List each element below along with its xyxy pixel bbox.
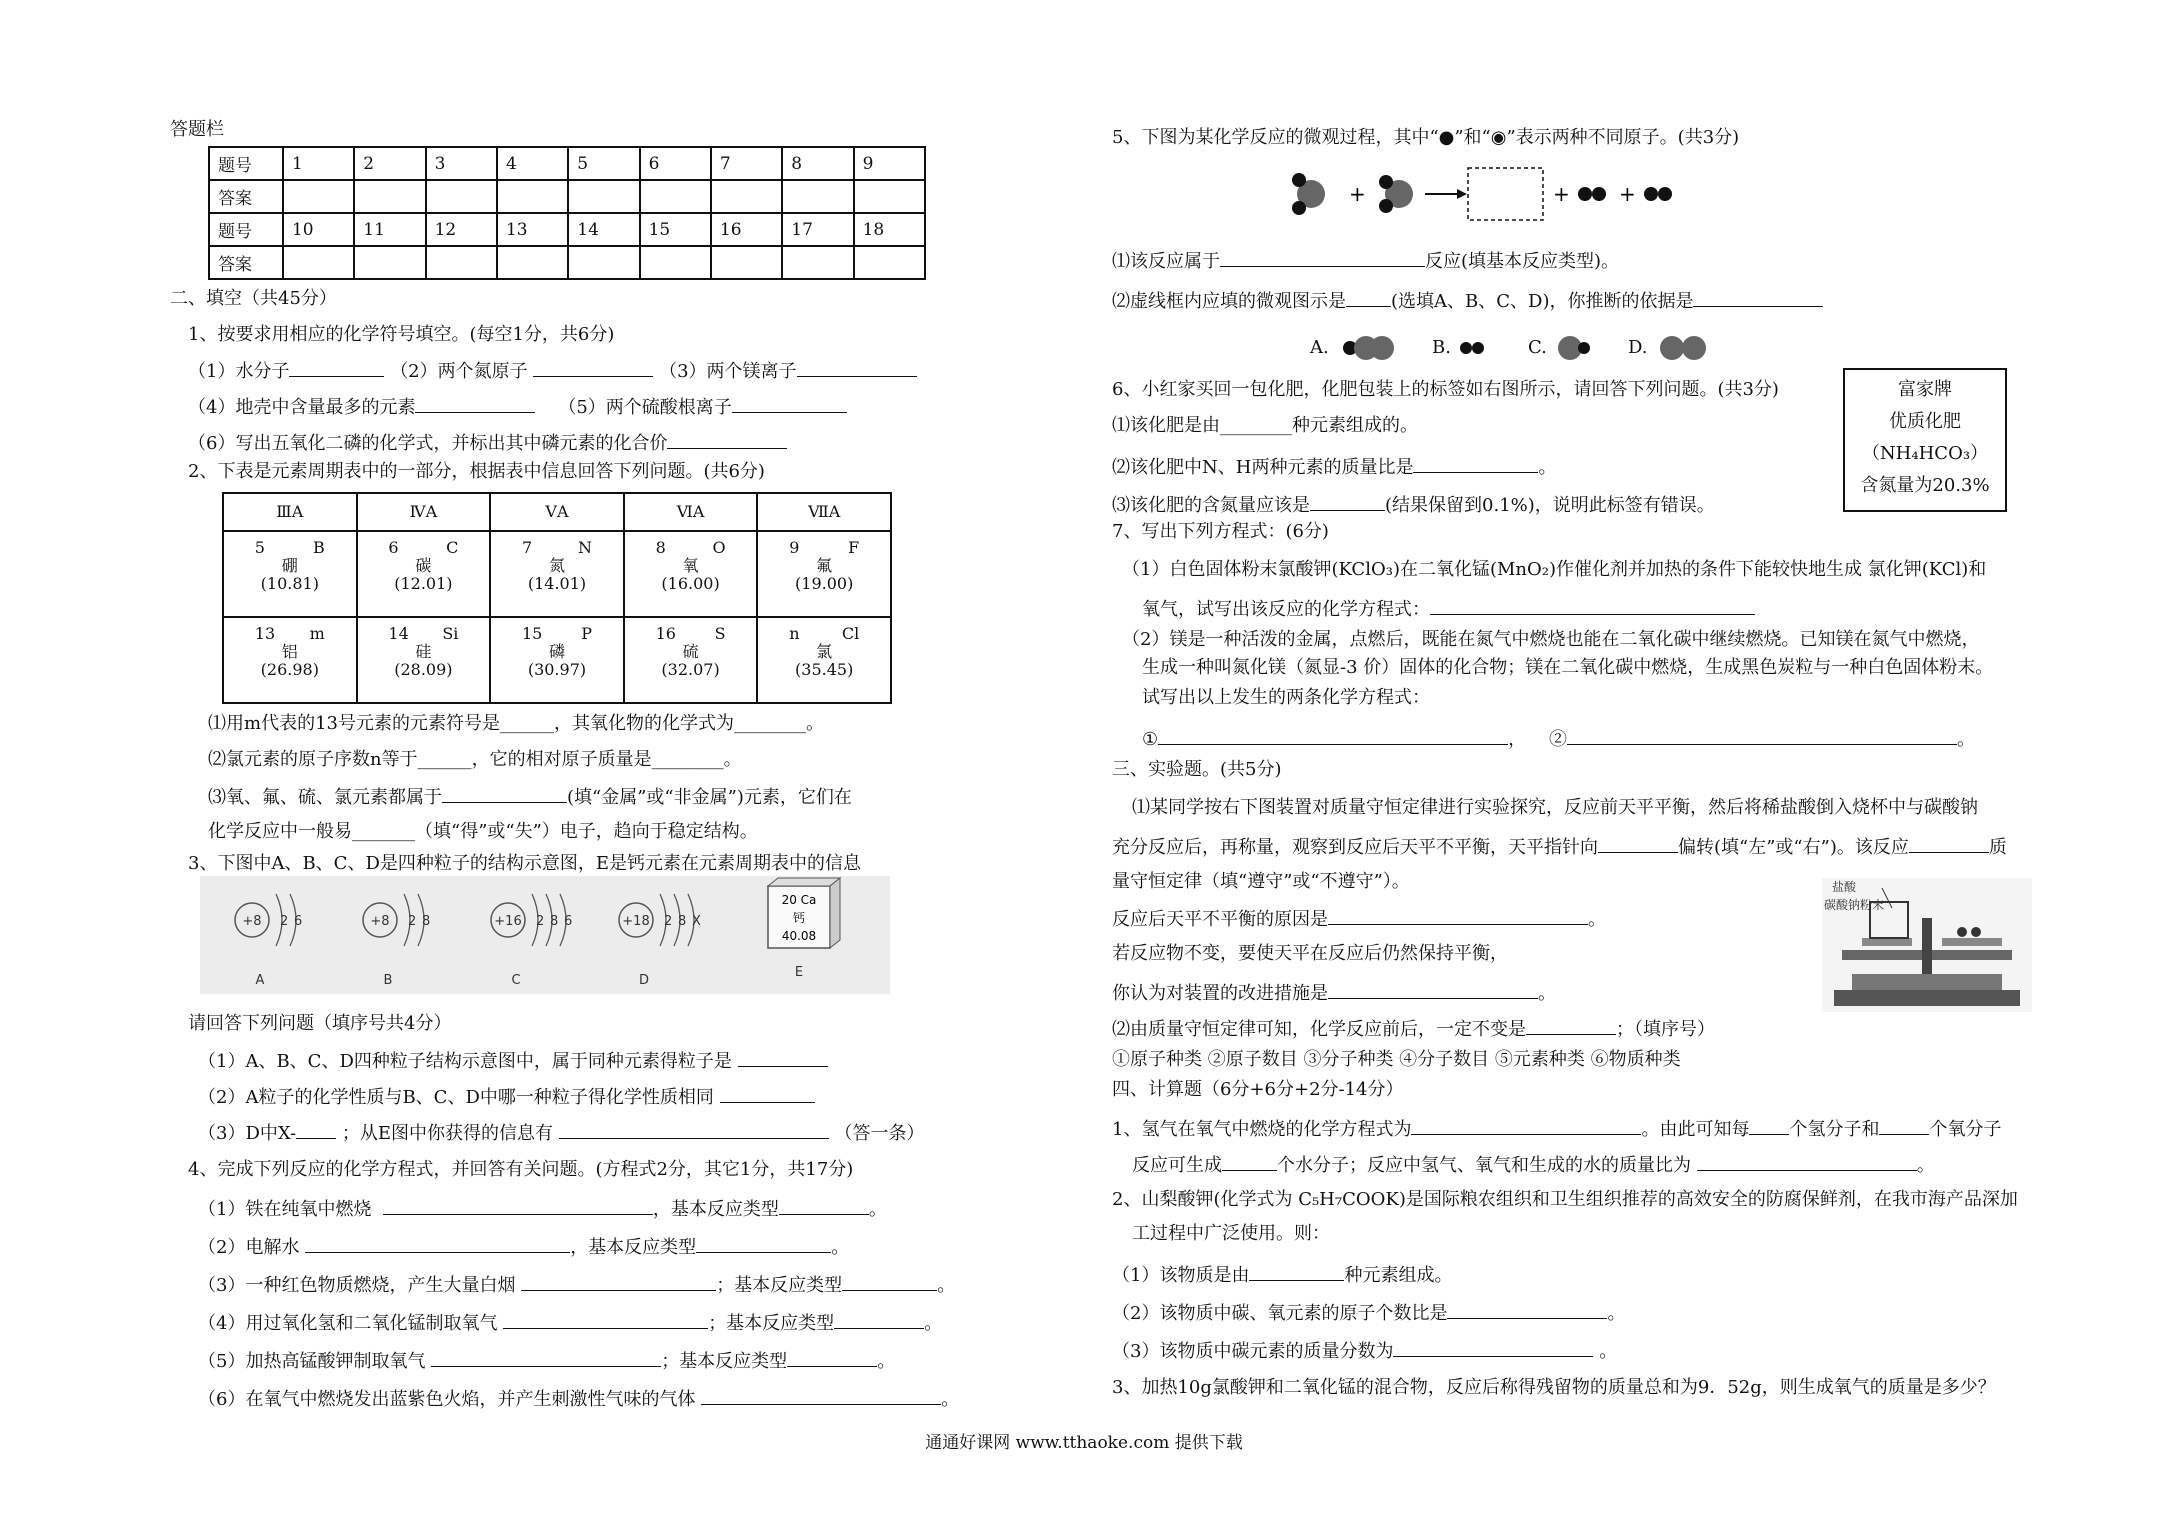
element-cell: 8 O 氧 (16.00) xyxy=(624,531,758,617)
q1a: （1）水分子 xyxy=(188,361,290,382)
q7b2: 生成一种叫氮化镁（氮显-3 价）固体的化合物；镁在二氧化碳中燃烧，生成黑色炭粒与一种白色固体粉末。 xyxy=(1142,657,1994,678)
c2a: 2、山梨酸钾(化学式为 C₅H₇COOK)是国际粮农组织和卫生组织推荐的高效安全的防腐保鲜剂，在我市海产品深加 xyxy=(1112,1189,2018,1210)
particle-structure-image xyxy=(200,876,890,994)
blank[interactable] xyxy=(521,1272,716,1291)
section-4-title: 四、计算题（6分+6分+2分-14分） xyxy=(1112,1079,1404,1100)
blank[interactable] xyxy=(667,430,787,449)
group-header: ⅣA xyxy=(357,493,491,531)
q5b xyxy=(1112,288,1823,314)
option-c-icon xyxy=(1550,330,1600,366)
e1d-text: 反应后天平不平衡的原因是 xyxy=(1112,909,1328,930)
q4f-text: （6）在氧气中燃烧发出蓝紫色火焰，并产生刺激性气味的气体 xyxy=(198,1389,696,1410)
blank[interactable] xyxy=(383,1196,653,1215)
q1-parts-row1 xyxy=(188,358,917,384)
element-cell: 6 C 碳 (12.01) xyxy=(357,531,491,617)
option-a-icon xyxy=(1336,330,1396,366)
label-product: 优质化肥 xyxy=(1889,411,1961,432)
e1b3: 质 xyxy=(1988,837,2007,858)
c1f: 个水分子；反应中氢气、氧气和生成的水的质量比为 xyxy=(1277,1155,1691,1176)
answer-cell[interactable] xyxy=(568,246,639,279)
blank[interactable] xyxy=(1749,1116,1789,1135)
answer-cell[interactable] xyxy=(854,246,925,279)
q6c1: ⑶该化肥的含氮量应该是 xyxy=(1112,495,1310,516)
shell-electron-count: 2 xyxy=(408,914,417,929)
period: 。 xyxy=(924,1313,943,1334)
e1c: 量守恒定律（填“遵守”或“不遵守”）。 xyxy=(1112,871,1410,892)
e2a2: ；（填序号） xyxy=(1616,1019,1715,1040)
q3b xyxy=(198,1084,815,1110)
q1b: （2）两个氮原子 xyxy=(390,361,528,382)
shell-electron-count: X xyxy=(692,914,701,929)
q2-title: 2、下表是元素周期表中的一部分，根据表中信息回答下列问题。(共6分) xyxy=(188,461,765,482)
answer-cell[interactable] xyxy=(426,246,497,279)
c2c2: 种元素组成。 xyxy=(1344,1265,1453,1286)
element-cell: 14 Si 硅 (28.09) xyxy=(357,617,491,703)
q3a xyxy=(198,1048,828,1074)
particle-label: D xyxy=(638,973,650,988)
e1f-text: 你认为对装置的改进措施是 xyxy=(1112,983,1328,1004)
q6c xyxy=(1112,492,1715,518)
svg-text:+: + xyxy=(1349,182,1366,206)
periodic-table-header-row xyxy=(223,493,891,531)
bal-label-2: 碳酸钠粉末 xyxy=(1824,898,1885,912)
shell-electron-count: 8 xyxy=(422,914,431,929)
shell-electron-count: 6 xyxy=(294,914,303,929)
particle-label: A xyxy=(255,973,265,988)
q3b-text: （2）A粒子的化学性质与B、C、D中哪一种粒子得化学性质相同 xyxy=(198,1087,714,1108)
blank[interactable] xyxy=(720,1084,815,1103)
reaction-type-label: ，基本反应类型 xyxy=(570,1237,697,1258)
shell-electron-count: 6 xyxy=(564,914,573,929)
blank[interactable] xyxy=(503,1310,708,1329)
c1e: 反应可生成 xyxy=(1132,1155,1222,1176)
question-number-cell: 16 xyxy=(711,213,782,246)
element-cell: 9 F 氟 (19.00) xyxy=(757,531,891,617)
c2d xyxy=(1112,1300,1625,1326)
c2e-text: （3）该物质中碳元素的质量分数为 xyxy=(1112,1341,1394,1362)
answer-cell[interactable] xyxy=(497,180,568,213)
question-number-cell: 3 xyxy=(426,147,497,180)
answer-cell[interactable] xyxy=(497,246,568,279)
blank[interactable] xyxy=(1222,1152,1277,1171)
question-number-cell: 17 xyxy=(782,213,853,246)
answer-cell[interactable] xyxy=(568,180,639,213)
question-number-cell: 6 xyxy=(640,147,711,180)
option-b-label[interactable]: B. xyxy=(1432,337,1451,358)
e1e: 若反应物不变，要使天平在反应后仍然保持平衡， xyxy=(1112,943,1508,964)
q1e: （5）两个硫酸根离子 xyxy=(558,397,732,418)
c2b: 工过程中广泛使用。则： xyxy=(1132,1223,1330,1244)
answer-cell[interactable] xyxy=(782,180,853,213)
blank[interactable] xyxy=(415,394,535,413)
answer-cell[interactable] xyxy=(854,180,925,213)
blank[interactable] xyxy=(787,1348,877,1367)
q6c2: (结果保留到0.1%)，说明此标签有错误。 xyxy=(1385,495,1715,516)
q5a1: ⑴该反应属于 xyxy=(1112,251,1220,272)
c3: 3、加热10g氯酸钾和二氧化锰的混合物，反应后称得残留物的质量总和为9．52g，则生成氧气的质量是多少？ xyxy=(1112,1377,1996,1398)
blank[interactable] xyxy=(1411,1116,1641,1135)
period: 。 xyxy=(937,1275,956,1296)
blank[interactable] xyxy=(1567,726,1957,745)
e1b2: 偏转(填“左”或“右”)。该反应 xyxy=(1678,837,1909,858)
e1b xyxy=(1112,834,2007,860)
q4f xyxy=(198,1386,959,1412)
answer-table-header-cell: 答案 xyxy=(209,180,283,213)
particle-label: E xyxy=(794,965,804,980)
blank[interactable] xyxy=(1413,454,1538,473)
label-formula: （NH₄HCO₃） xyxy=(1861,443,1989,464)
q1-parts-row2 xyxy=(188,394,847,420)
calcium-name: 钙 xyxy=(792,911,806,925)
blank[interactable] xyxy=(1249,1262,1344,1281)
blank[interactable] xyxy=(842,1272,937,1291)
c2c1: （1）该物质是由 xyxy=(1112,1265,1250,1286)
q5-options xyxy=(1310,328,1730,368)
question-number-cell: 11 xyxy=(354,213,425,246)
small-atom-icon xyxy=(1292,173,1306,187)
q7-title: 7、写出下列方程式：(6分) xyxy=(1112,521,1329,542)
q1c: （3）两个镁离子 xyxy=(659,361,797,382)
q6b xyxy=(1112,454,1556,480)
blank[interactable] xyxy=(559,1120,829,1139)
nucleus-charge: +8 xyxy=(242,914,262,929)
reaction-type-label: ；基本反应类型 xyxy=(661,1351,788,1372)
blank[interactable] xyxy=(1526,1016,1616,1035)
e2a-text: ⑵由质量守恒定律可知，化学反应前后，一定不变是 xyxy=(1112,1019,1526,1040)
element-cell: 15 P 磷 (30.97) xyxy=(490,617,624,703)
e1a: ⑴某同学按右下图装置对质量守恒定律进行实验探究，反应前天平平衡，然后将稀盐酸倒入烧杯中与碳酸钠 xyxy=(1132,797,1978,818)
blank[interactable] xyxy=(732,394,847,413)
q4d xyxy=(198,1310,942,1336)
shell-electron-count: 2 xyxy=(280,914,289,929)
period: 。 xyxy=(877,1351,896,1372)
svg-text:+: + xyxy=(1619,182,1636,206)
q2c1: ⑶氧、氟、硫、氯元素都属于 xyxy=(208,787,442,808)
q3c3: （答一条） xyxy=(834,1123,925,1144)
q3-subtitle: 请回答下列问题（填序号共4分） xyxy=(188,1013,452,1034)
option-b-icon xyxy=(1456,330,1496,366)
q4a-text: （1）铁在纯氧中燃烧 xyxy=(198,1199,372,1220)
answer-table-row xyxy=(209,180,925,213)
blank[interactable] xyxy=(779,1196,869,1215)
comma: ， xyxy=(1508,729,1527,750)
answer-cell[interactable] xyxy=(283,180,354,213)
blank[interactable] xyxy=(696,1234,831,1253)
blank[interactable] xyxy=(1310,492,1385,511)
period: 。 xyxy=(1538,983,1556,1004)
balance-icon xyxy=(1822,878,2032,1012)
c1c: 个氢分子和 xyxy=(1789,1119,1880,1140)
c1-line2 xyxy=(1132,1152,1935,1178)
group-header: ⅦA xyxy=(757,493,891,531)
q4a xyxy=(198,1196,887,1222)
period: 。 xyxy=(868,1199,887,1220)
question-number-cell: 13 xyxy=(497,213,568,246)
blank[interactable] xyxy=(296,1120,336,1139)
label-nitrogen: 含氮量为20.3% xyxy=(1860,475,1990,496)
q1f: （6）写出五氧化二磷的化学式，并标出其中磷元素的化合价 xyxy=(188,433,668,454)
reaction-type-label: ；基本反应类型 xyxy=(716,1275,843,1296)
e1d xyxy=(1112,906,1606,932)
nucleus-charge: +16 xyxy=(494,914,522,929)
q7b1: （2）镁是一种活泼的金属，点燃后，既能在氮气中燃烧也能在二氧化碳中继续燃烧。已知镁在氮气中燃烧， xyxy=(1122,629,1980,650)
blank[interactable] xyxy=(1328,906,1588,925)
periodic-table-row xyxy=(223,617,891,703)
q3a-text: （1）A、B、C、D四种粒子结构示意图中，属于同种元素得粒子是 xyxy=(198,1051,732,1072)
label-brand: 富家牌 xyxy=(1898,379,1952,400)
q2c2: (填“金属”或“非金属”)元素，它们在 xyxy=(567,787,852,808)
blank[interactable] xyxy=(1879,1116,1929,1135)
period: 。 xyxy=(831,1237,850,1258)
period: 。 xyxy=(1607,1303,1626,1324)
e2a xyxy=(1112,1016,1715,1042)
q5b2: (选填A、B、C、D)，你推断的依据是 xyxy=(1391,291,1694,312)
fertilizer-label xyxy=(1843,368,2007,512)
question-number-cell: 15 xyxy=(640,213,711,246)
q4c-text: （3）一种红色物质燃烧，产生大量白烟 xyxy=(198,1275,516,1296)
question-number-cell: 18 xyxy=(854,213,925,246)
particle-label: B xyxy=(383,973,393,988)
q6a: ⑴该化肥是由________种元素组成的。 xyxy=(1112,415,1418,436)
option-d-icon xyxy=(1656,330,1716,366)
q2b: ⑵氯元素的原子序数n等于______，它的相对原子质量是________。 xyxy=(208,749,742,770)
q3c2: ；从E图中你获得的信息有 xyxy=(341,1123,554,1144)
section-2-title: 二、填空（共45分） xyxy=(170,288,337,309)
answer-table-header-cell: 题号 xyxy=(209,213,283,246)
answer-cell[interactable] xyxy=(640,180,711,213)
blank[interactable] xyxy=(1393,1338,1593,1357)
element-cell: n Cl 氯 (35.45) xyxy=(757,617,891,703)
period: 。 xyxy=(1599,1341,1618,1362)
q4b xyxy=(198,1234,849,1260)
q4b-text: （2）电解水 xyxy=(198,1237,300,1258)
particle-label: C xyxy=(511,973,521,988)
small-atom-icon xyxy=(1292,201,1306,215)
answer-cell[interactable] xyxy=(354,180,425,213)
circle-2: ② xyxy=(1549,729,1568,750)
q2a: ⑴用m代表的13号元素的元素符号是______，其氧化物的化学式为________。 xyxy=(208,713,824,734)
period: 。 xyxy=(1916,1155,1935,1176)
answer-cell[interactable] xyxy=(782,246,853,279)
question-number-cell: 8 xyxy=(782,147,853,180)
q6b1: ⑵该化肥中N、H两种元素的质量比是 xyxy=(1112,457,1414,478)
group-header: ⅢA xyxy=(223,493,357,531)
period: 。 xyxy=(1957,729,1976,750)
option-a-label[interactable]: A. xyxy=(1310,337,1329,358)
small-atom-icon xyxy=(1379,199,1393,213)
dashed-box xyxy=(1468,168,1543,220)
question-number-cell: 14 xyxy=(568,213,639,246)
answer-cell[interactable] xyxy=(711,180,782,213)
q3-title: 3、下图中A、B、C、D是四种粒子的结构示意图，E是钙元素在元素周期表中的信息 xyxy=(188,853,862,874)
q5-title: 5、下图为某化学反应的微观过程，其中“●”和“◉”表示两种不同原子。(共3分) xyxy=(1112,127,1740,148)
q7b3: 试写出以上发生的两条化学方程式： xyxy=(1142,687,1430,708)
q3c1: （3）D中X- xyxy=(198,1123,297,1144)
question-number-cell: 10 xyxy=(283,213,354,246)
blank[interactable] xyxy=(1158,726,1508,745)
question-number-cell: 7 xyxy=(711,147,782,180)
reaction-type-label: ，基本反应类型 xyxy=(652,1199,779,1220)
blank[interactable] xyxy=(1909,834,1989,853)
c1-line1 xyxy=(1112,1116,2001,1142)
element-cell: 5 B 硼 (10.81) xyxy=(223,531,357,617)
question-number-cell: 4 xyxy=(497,147,568,180)
answer-bar-title: 答题栏 xyxy=(170,119,224,140)
answer-cell[interactable] xyxy=(426,180,497,213)
c1b: 。由此可知每 xyxy=(1641,1119,1750,1140)
q2c-line2: 化学反应中一般易_______（填“得”或“失”）电子，趋向于稳定结构。 xyxy=(208,821,758,842)
periodic-table xyxy=(222,492,892,704)
blank[interactable] xyxy=(738,1048,828,1067)
q6-title: 6、小红家买回一包化肥，化肥包装上的标签如右图所示，请回答下列问题。(共3分) xyxy=(1112,379,1779,400)
atom-diagrams xyxy=(200,876,890,994)
answer-cell[interactable] xyxy=(354,246,425,279)
blank[interactable] xyxy=(442,784,567,803)
element-cell: 7 N 氮 (14.01) xyxy=(490,531,624,617)
q7-blanks xyxy=(1142,726,1975,752)
c2d-text: （2）该物质中碳、氧元素的原子个数比是 xyxy=(1112,1303,1448,1324)
reaction-diagram xyxy=(1285,162,1705,224)
element-cell: 16 S 硫 (32.07) xyxy=(624,617,758,703)
e1b1: 充分反应后，再称量，观察到反应后天平不平衡，天平指针向 xyxy=(1112,837,1598,858)
group-header: ⅤA xyxy=(490,493,624,531)
blank[interactable] xyxy=(1430,596,1755,615)
shell-electron-count: 2 xyxy=(536,914,545,929)
blank[interactable] xyxy=(1447,1300,1607,1319)
shell-electron-count: 2 xyxy=(664,914,673,929)
reaction-type-label: ；基本反应类型 xyxy=(708,1313,835,1334)
balance-apparatus-image xyxy=(1822,878,2032,1012)
element-cell: 13 m 铝 (26.98) xyxy=(223,617,357,703)
q4d-text: （4）用过氧化氢和二氧化锰制取氧气 xyxy=(198,1313,498,1334)
answer-table-row xyxy=(209,213,925,246)
shell-electron-count: 8 xyxy=(550,914,559,929)
option-c-label[interactable]: C. xyxy=(1528,337,1547,358)
blank[interactable] xyxy=(1346,288,1391,307)
q3c xyxy=(198,1120,924,1146)
q5a2: 反应(填基本反应类型)。 xyxy=(1425,251,1620,272)
blank[interactable] xyxy=(797,358,917,377)
question-number-cell: 12 xyxy=(426,213,497,246)
answer-table xyxy=(208,146,926,280)
blank[interactable] xyxy=(1598,834,1678,853)
answer-cell[interactable] xyxy=(640,246,711,279)
period: 。 xyxy=(1538,457,1557,478)
e1f xyxy=(1112,980,1556,1006)
q1-title: 1、按要求用相应的化学符号填空。(每空1分，共6分) xyxy=(188,324,615,345)
shell-electron-count: 8 xyxy=(678,914,687,929)
q4c xyxy=(198,1272,955,1298)
blank[interactable] xyxy=(701,1386,941,1405)
q7a2-text: 氧气，试写出该反应的化学方程式： xyxy=(1142,599,1430,620)
question-number-cell: 9 xyxy=(854,147,925,180)
blank[interactable] xyxy=(1328,980,1538,999)
q4e xyxy=(198,1348,895,1374)
q4-title: 4、完成下列反应的化学方程式，并回答有关问题。(方程式2分，其它1分，共17分) xyxy=(188,1159,854,1180)
question-number-cell: 5 xyxy=(568,147,639,180)
q7a2 xyxy=(1142,596,1755,622)
answer-table-header-cell: 题号 xyxy=(209,147,283,180)
question-number-cell: 1 xyxy=(283,147,354,180)
svg-text:+: + xyxy=(1553,182,1570,206)
q7a: （1）白色固体粉末氯酸钾(KClO₃)在二氧化锰(MnO₂)作催化剂并加热的条件下能较快地生成 氯化钾(KCl)和 xyxy=(1122,559,1987,580)
c1d: 个氧分子 xyxy=(1929,1119,2002,1140)
answer-table-row xyxy=(209,147,925,180)
answer-cell[interactable] xyxy=(711,246,782,279)
blank[interactable] xyxy=(1697,1152,1917,1171)
blank[interactable] xyxy=(289,358,384,377)
nucleus-charge: +18 xyxy=(622,914,650,929)
answer-table-row xyxy=(209,246,925,279)
calcium-number: 20 Ca xyxy=(781,893,817,907)
period: 。 xyxy=(1588,909,1606,930)
blank[interactable] xyxy=(1693,288,1823,307)
blank[interactable] xyxy=(533,358,653,377)
answer-cell[interactable] xyxy=(283,246,354,279)
q4e-text: （5）加热高锰酸钾制取氧气 xyxy=(198,1351,426,1372)
blank[interactable] xyxy=(431,1348,661,1367)
footer-source: 通通好课网 www.tthaoke.com 提供下载 xyxy=(925,1433,1243,1453)
c2c xyxy=(1112,1262,1452,1288)
period: 。 xyxy=(941,1389,960,1410)
answer-table-header-cell: 答案 xyxy=(209,246,283,279)
q2c-line1 xyxy=(208,784,852,810)
small-atom-icon xyxy=(1379,175,1393,189)
blank[interactable] xyxy=(1220,248,1425,267)
calcium-mass: 40.08 xyxy=(781,929,817,943)
q5b1: ⑵虚线框内应填的微观图示是 xyxy=(1112,291,1346,312)
blank[interactable] xyxy=(834,1310,924,1329)
q1-parts-row3 xyxy=(188,430,787,456)
blank[interactable] xyxy=(305,1234,570,1253)
section-3-title: 三、实验题。(共5分) xyxy=(1112,759,1282,780)
group-header: ⅥA xyxy=(624,493,758,531)
c1a: 1、氢气在氧气中燃烧的化学方程式为 xyxy=(1112,1119,1412,1140)
q5a xyxy=(1112,248,1619,274)
question-number-cell: 2 xyxy=(354,147,425,180)
c2e xyxy=(1112,1338,1617,1364)
circle-1: ① xyxy=(1142,729,1159,750)
periodic-table-row xyxy=(223,531,891,617)
e2b: ①原子种类 ②原子数目 ③分子种类 ④分子数目 ⑤元素种类 ⑥物质种类 xyxy=(1112,1049,1681,1070)
bal-label-1: 盐酸 xyxy=(1832,880,1857,894)
option-d-label[interactable]: D. xyxy=(1628,337,1648,358)
nucleus-charge: +8 xyxy=(370,914,390,929)
q1d: （4）地壳中含量最多的元素 xyxy=(188,397,416,418)
